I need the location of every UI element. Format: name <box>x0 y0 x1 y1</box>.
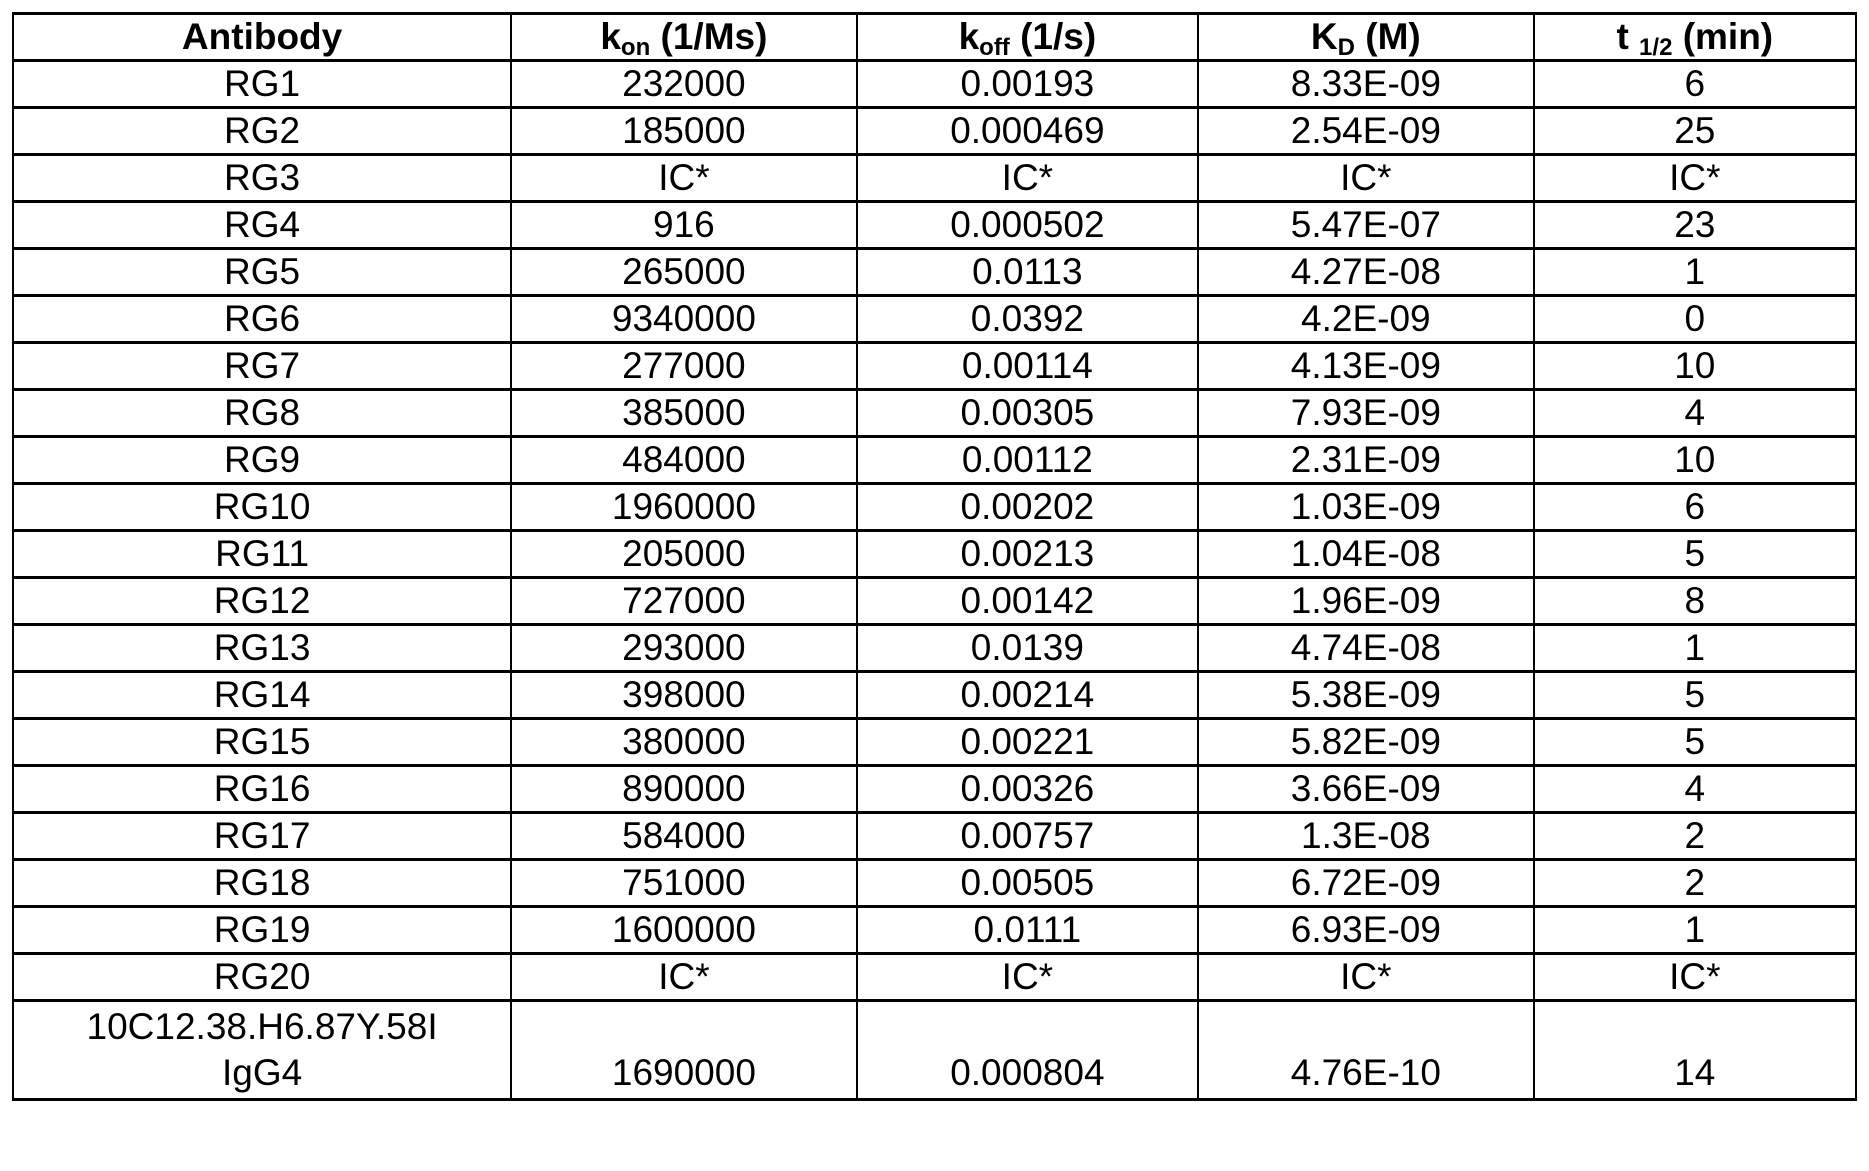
cell-antibody: RG1 <box>13 61 511 108</box>
table-row <box>13 249 1856 296</box>
cell-kd: 6.72E-09 <box>1198 860 1533 907</box>
cell-kd: 1.03E-09 <box>1198 484 1533 531</box>
table-row <box>13 202 1856 249</box>
table-row <box>13 625 1856 672</box>
cell-kon: 205000 <box>511 531 856 578</box>
cell-kd: 1.04E-08 <box>1198 531 1533 578</box>
table-row <box>13 860 1856 907</box>
cell-t-half: 10 <box>1534 343 1856 390</box>
header-kd: KD (M) <box>1198 14 1533 61</box>
cell-t-half: 6 <box>1534 61 1856 108</box>
cell-antibody: RG16 <box>13 766 511 813</box>
cell-t-half: 2 <box>1534 860 1856 907</box>
table-row <box>13 954 1856 1001</box>
cell-kd: 4.13E-09 <box>1198 343 1533 390</box>
cell-t-half: 5 <box>1534 672 1856 719</box>
table-row <box>13 672 1856 719</box>
cell-antibody: RG10 <box>13 484 511 531</box>
cell-kd: 1.96E-09 <box>1198 578 1533 625</box>
cell-kon: 484000 <box>511 437 856 484</box>
antibody-kinetics-table <box>12 12 1857 1101</box>
table-row <box>13 578 1856 625</box>
cell-kd: 2.54E-09 <box>1198 108 1533 155</box>
cell-t-half: 6 <box>1534 484 1856 531</box>
table-row <box>13 907 1856 954</box>
cell-antibody: RG20 <box>13 954 511 1001</box>
table-row <box>13 813 1856 860</box>
cell-kd: 2.31E-09 <box>1198 437 1533 484</box>
cell-antibody: RG4 <box>13 202 511 249</box>
cell-antibody: RG18 <box>13 860 511 907</box>
cell-t-half: 14 <box>1534 1001 1856 1100</box>
cell-koff: 0.0392 <box>857 296 1198 343</box>
table-row <box>13 531 1856 578</box>
table-row <box>13 343 1856 390</box>
header-kon: kon (1/Ms) <box>511 14 856 61</box>
cell-kon: 1690000 <box>511 1001 856 1100</box>
cell-koff: 0.00305 <box>857 390 1198 437</box>
cell-antibody: RG9 <box>13 437 511 484</box>
cell-antibody: RG8 <box>13 390 511 437</box>
cell-koff: 0.0139 <box>857 625 1198 672</box>
cell-kd: IC* <box>1198 155 1533 202</box>
cell-antibody: RG12 <box>13 578 511 625</box>
cell-koff: 0.00213 <box>857 531 1198 578</box>
cell-kon: 751000 <box>511 860 856 907</box>
table-row <box>13 766 1856 813</box>
cell-antibody: RG17 <box>13 813 511 860</box>
cell-kd: 8.33E-09 <box>1198 61 1533 108</box>
header-antibody: Antibody <box>13 14 511 61</box>
cell-kd: 5.47E-07 <box>1198 202 1533 249</box>
cell-kd: 3.66E-09 <box>1198 766 1533 813</box>
header-koff: koff (1/s) <box>857 14 1198 61</box>
cell-kon: 1600000 <box>511 907 856 954</box>
cell-kon: 385000 <box>511 390 856 437</box>
cell-t-half: 4 <box>1534 766 1856 813</box>
table-row <box>13 437 1856 484</box>
cell-kd: IC* <box>1198 954 1533 1001</box>
cell-kon: 727000 <box>511 578 856 625</box>
cell-koff: IC* <box>857 954 1198 1001</box>
cell-kd: 5.38E-09 <box>1198 672 1533 719</box>
cell-kon: 1960000 <box>511 484 856 531</box>
cell-kd: 4.27E-08 <box>1198 249 1533 296</box>
cell-t-half: 5 <box>1534 719 1856 766</box>
table-row <box>13 155 1856 202</box>
table-row <box>13 719 1856 766</box>
cell-kd: 4.76E-10 <box>1198 1001 1533 1100</box>
cell-kon: 380000 <box>511 719 856 766</box>
cell-antibody: RG15 <box>13 719 511 766</box>
cell-antibody: 10C12.38.H6.87Y.58I IgG4 <box>13 1001 511 1100</box>
cell-t-half: 4 <box>1534 390 1856 437</box>
cell-antibody: RG7 <box>13 343 511 390</box>
cell-koff: 0.00326 <box>857 766 1198 813</box>
cell-kon: 265000 <box>511 249 856 296</box>
cell-koff: 0.00757 <box>857 813 1198 860</box>
cell-antibody: RG6 <box>13 296 511 343</box>
cell-t-half: 0 <box>1534 296 1856 343</box>
cell-antibody: RG19 <box>13 907 511 954</box>
cell-t-half: 8 <box>1534 578 1856 625</box>
cell-kon: 9340000 <box>511 296 856 343</box>
cell-kon: 890000 <box>511 766 856 813</box>
cell-antibody: RG14 <box>13 672 511 719</box>
header-t-half: t 1/2 (min) <box>1534 14 1856 61</box>
cell-koff: 0.00221 <box>857 719 1198 766</box>
cell-kd: 1.3E-08 <box>1198 813 1533 860</box>
cell-t-half: 2 <box>1534 813 1856 860</box>
cell-koff: IC* <box>857 155 1198 202</box>
cell-kon: 185000 <box>511 108 856 155</box>
cell-kon: 584000 <box>511 813 856 860</box>
cell-t-half: IC* <box>1534 155 1856 202</box>
cell-kon: 232000 <box>511 61 856 108</box>
cell-koff: 0.00214 <box>857 672 1198 719</box>
cell-kon: 916 <box>511 202 856 249</box>
cell-koff: 0.000804 <box>857 1001 1198 1100</box>
cell-t-half: 5 <box>1534 531 1856 578</box>
cell-kd: 6.93E-09 <box>1198 907 1533 954</box>
cell-kon: IC* <box>511 155 856 202</box>
cell-kon: IC* <box>511 954 856 1001</box>
cell-kd: 4.2E-09 <box>1198 296 1533 343</box>
cell-kd: 7.93E-09 <box>1198 390 1533 437</box>
cell-koff: 0.00202 <box>857 484 1198 531</box>
table-row <box>13 484 1856 531</box>
cell-koff: 0.000502 <box>857 202 1198 249</box>
cell-antibody: RG5 <box>13 249 511 296</box>
cell-koff: 0.00142 <box>857 578 1198 625</box>
cell-koff: 0.00505 <box>857 860 1198 907</box>
cell-koff: 0.0113 <box>857 249 1198 296</box>
header-row <box>13 14 1856 61</box>
cell-koff: 0.00114 <box>857 343 1198 390</box>
cell-t-half: IC* <box>1534 954 1856 1001</box>
cell-antibody: RG3 <box>13 155 511 202</box>
table-row <box>13 1001 1856 1100</box>
cell-koff: 0.000469 <box>857 108 1198 155</box>
cell-koff: 0.0111 <box>857 907 1198 954</box>
cell-t-half: 25 <box>1534 108 1856 155</box>
cell-t-half: 1 <box>1534 625 1856 672</box>
cell-t-half: 23 <box>1534 202 1856 249</box>
cell-koff: 0.00112 <box>857 437 1198 484</box>
cell-kd: 5.82E-09 <box>1198 719 1533 766</box>
table-row <box>13 296 1856 343</box>
table-row <box>13 61 1856 108</box>
cell-t-half: 10 <box>1534 437 1856 484</box>
cell-antibody: RG2 <box>13 108 511 155</box>
cell-koff: 0.00193 <box>857 61 1198 108</box>
cell-antibody: RG11 <box>13 531 511 578</box>
table-row <box>13 390 1856 437</box>
cell-antibody: RG13 <box>13 625 511 672</box>
cell-t-half: 1 <box>1534 907 1856 954</box>
cell-kon: 277000 <box>511 343 856 390</box>
cell-kon: 293000 <box>511 625 856 672</box>
cell-kon: 398000 <box>511 672 856 719</box>
cell-t-half: 1 <box>1534 249 1856 296</box>
cell-kd: 4.74E-08 <box>1198 625 1533 672</box>
table-row <box>13 108 1856 155</box>
